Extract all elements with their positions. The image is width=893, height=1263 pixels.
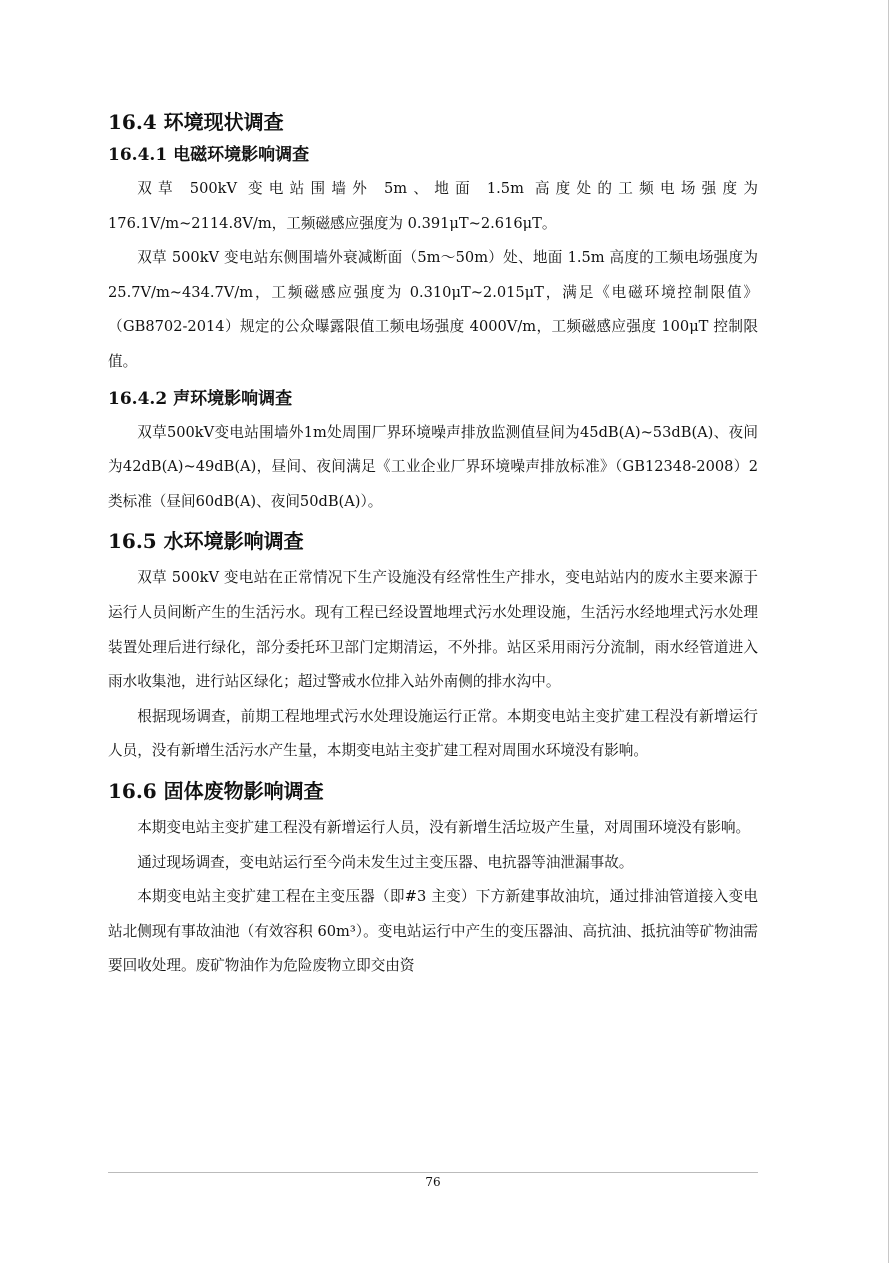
paragraph: 双草 500kV 变电站在正常情况下生产设施没有经常性生产排水，变电站站内的废水主要来源于运行人员间断产生的生活污水。现有工程已经设置地埋式污水处理设施，生活污水经地埋式污水处理装置处理后进行绿化，部分委托环卫部门定期清运，不外排。站区采用雨污分流制，雨水经管道进入雨水收集池，进行站区绿化；超过警戒水位排入站外南侧的排水沟中。 [108, 569, 758, 691]
paragraph: 本期变电站主变扩建工程在主变压器（即#3 主变）下方新建事故油坑，通过排油管道接入变电站北侧现有事故油池（有效容积 60m³）。变电站运行中产生的变压器油、高抗油、抵抗油等矿物油需要回收处理。废矿物油作为危险废物立即交由资 [108, 888, 758, 975]
document-body [108, 100, 758, 984]
section-heading-16-4: 16.4 环境现状调查 [108, 110, 284, 134]
subsection-heading-16-4-2: 16.4.2 声环境影响调查 [108, 388, 293, 409]
paragraph: 双草 500kV 变电站东侧围墙外衰减断面（5m～50m）处、地面 1.5m 高度的工频电场强度为 25.7V/m~434.7V/m，工频磁感应强度为 0.310μT~2.015μT，满足《电磁环境控制限值》（GB8702-2014）规定的公众曝露限值工频电场强度 4000V/m，工频磁感应强度 100μT 控制限值。 [108, 249, 758, 370]
section-heading-16-5: 16.5 水环境影响调查 [108, 529, 304, 554]
page-number: 76 [425, 1175, 441, 1189]
footer-divider [108, 1172, 758, 1173]
paragraph: 双草 500kV 变电站围墙外 5m、地面 1.5m 高度处的工频电场强度为 176.1V/m~2114.8V/m，工频磁感应强度为 0.391μT~2.616μT。 [108, 180, 758, 232]
paragraph: 双草500kV变电站围墙外1m处周围厂界环境噪声排放监测值昼间为45dB(A)~53dB(A)、夜间为42dB(A)~49dB(A)，昼间、夜间满足《工业企业厂界环境噪声排放标准》（GB12348-2008）2类标准（昼间60dB(A)、夜间50dB(A)）。 [108, 423, 758, 510]
page-edge-line [888, 0, 889, 1263]
section-heading-16-6: 16.6 固体废物影响调查 [108, 778, 324, 803]
subsection-heading-16-4-1: 16.4.1 电磁环境影响调查 [108, 145, 310, 165]
paragraph: 通过现场调查，变电站运行至今尚未发生过主变压器、电抗器等油泄漏事故。 [137, 853, 634, 871]
paragraph: 本期变电站主变扩建工程没有新增运行人员，没有新增生活垃圾产生量，对周围环境没有影响。 [137, 818, 751, 836]
paragraph: 根据现场调查，前期工程地埋式污水处理设施运行正常。本期变电站主变扩建工程没有新增运行人员，没有新增生活污水产生量，本期变电站主变扩建工程对周围水环境没有影响。 [108, 707, 758, 760]
